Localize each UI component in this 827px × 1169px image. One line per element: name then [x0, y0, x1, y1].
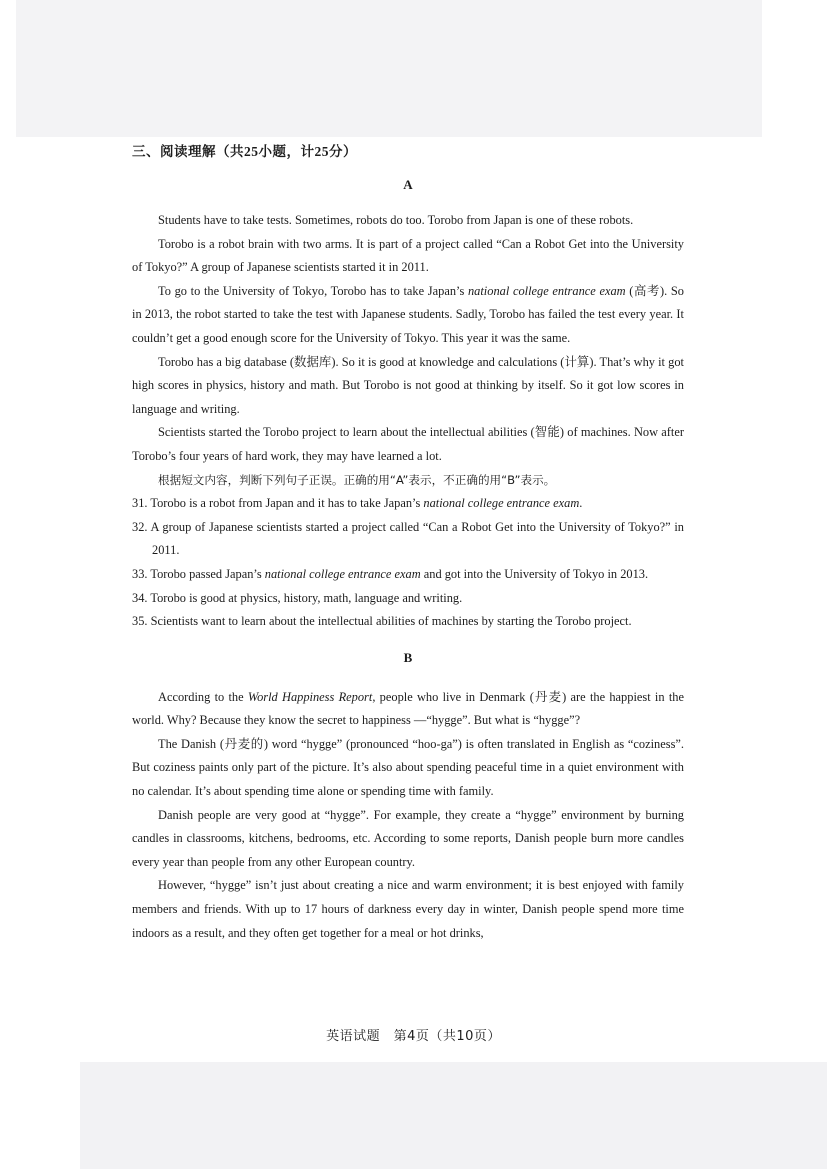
section-title: 三、阅读理解（共25小题，计25分）: [132, 144, 357, 159]
question-34: 34. Torobo is good at physics, history, math, language and writing.: [132, 590, 463, 605]
passage-b-paragraph-2: The Danish (丹麦的) word “hygge” (pronounced “hoo-ga”) is often translated in English as “coziness”. But coziness paints only part of the picture. It’s also about spending peaceful time in a quiet environment with no calendar. It’s about spending time alone or spending time with family.: [132, 736, 684, 799]
page-footer: 英语试题 第4页（共10页）: [326, 1029, 501, 1044]
passage-a-paragraph-4: Torobo has a big database (数据库). So it is good at knowledge and calculations (计算). That’s why it got high scores in physics, history and math. But Torobo is not good at thinking by itself. So it got low scores in language and writing.: [132, 354, 684, 416]
passage-a: [132, 175, 684, 634]
passage-b-label: B: [403, 649, 413, 665]
passage-b: [132, 648, 684, 946]
passage-b-paragraph-3: Danish people are very good at “hygge”. For example, they create a “hygge” environment by burning candles in classrooms, kitchens, bedrooms, etc. According to some reports, Danish people burn more candles every year than people from any other European country.: [132, 807, 684, 869]
question-33: 33. Torobo passed Japan’s national college entrance exam and got into the University of Tokyo in 2013.: [132, 566, 649, 581]
passage-a-paragraph-1: Students have to take tests. Sometimes, robots do too. Torobo from Japan is one of these robots.: [158, 213, 634, 227]
passage-a-paragraph-2: Torobo is a robot brain with two arms. It is part of a project called “Can a Robot Get into the University of Tokyo?” A group of Japanese scientists started it in 2011.: [132, 236, 684, 275]
question-35: 35. Scientists want to learn about the intellectual abilities of machines by starting the Torobo project.: [132, 614, 632, 629]
scan-margin-top: [16, 0, 762, 137]
question-32: 32. A group of Japanese scientists started a project called “Can a Robot Get into the University of Tokyo?” in 2011.: [132, 519, 684, 558]
question-instruction: 根据短文内容，判断下列句子正误。正确的用“A”表示，不正确的用“B”表示。: [158, 472, 556, 487]
exam-page: [132, 141, 684, 945]
passage-b-paragraph-1: According to the World Happiness Report, people who live in Denmark (丹麦) are the happiest in the world. Why? Because they know the secret to happiness —“hygge”. But what is “hygge”?: [132, 689, 684, 728]
scan-margin-bottom: [80, 1062, 827, 1169]
passage-a-label: A: [403, 177, 413, 192]
passage-a-paragraph-5: Scientists started the Torobo project to learn about the intellectual abilities (智能) of machines. Now after Torobo’s four years of hard work, they may have learned a lot.: [132, 425, 684, 463]
passage-b-paragraph-4: However, “hygge” isn’t just about creating a nice and warm environment; it is best enjoyed with family members and friends. With up to 17 hours of darkness every day in winter, Danish people spend more time indoors as a result, and they often get together for a meal or hot drinks,: [132, 878, 684, 940]
question-31: 31. Torobo is a robot from Japan and it has to take Japan’s national college entrance exam.: [132, 496, 583, 511]
passage-a-paragraph-3: To go to the University of Tokyo, Torobo has to take Japan’s national college entrance exam (高考). So in 2013, the robot started to take the test with Japanese students. Sadly, Torobo has failed the test every year. It couldn’t get a good enough score for the University of Tokyo. This year it was the same.: [132, 283, 684, 345]
